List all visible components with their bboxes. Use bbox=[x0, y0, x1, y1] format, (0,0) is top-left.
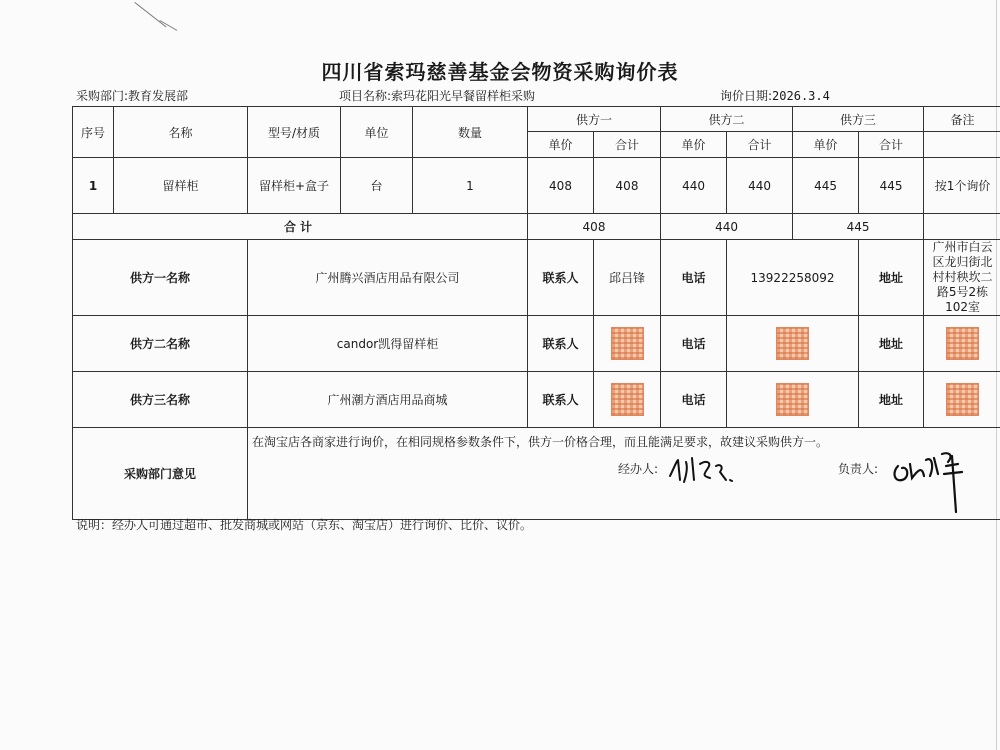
item-s3-price: 445 bbox=[793, 158, 859, 214]
header-qty: 数量 bbox=[413, 107, 528, 158]
page-title: 四川省索玛慈善基金会物资采购询价表 bbox=[321, 60, 679, 84]
header-name: 名称 bbox=[114, 107, 248, 158]
supplier3-contact-label: 联系人 bbox=[528, 372, 594, 428]
header-supplier1: 供方一 bbox=[528, 107, 661, 132]
inquiry-date-label: 询价日期: bbox=[720, 89, 773, 103]
supplier1-phone-label: 电话 bbox=[661, 240, 727, 316]
inquiry-date-value: 2026.3.4 bbox=[772, 89, 830, 103]
opinion-row bbox=[73, 428, 1000, 520]
header-supplier2: 供方二 bbox=[661, 107, 793, 132]
header-s3-total: 合计 bbox=[859, 132, 924, 158]
supplier1-address: 广州市白云区龙归街北村村秧坎二路5号2栋102室 bbox=[924, 240, 1000, 316]
header-model: 型号/材质 bbox=[248, 107, 341, 158]
redacted-qr-icon bbox=[776, 383, 809, 416]
responsible-label: 负责人: bbox=[838, 462, 879, 476]
inquiry-table bbox=[72, 106, 1000, 520]
table-row bbox=[73, 158, 1000, 214]
header-remark: 备注 bbox=[924, 107, 1000, 132]
purchase-dept: 采购部门:教育发展部 bbox=[76, 89, 189, 103]
item-model: 留样柜+盒子 bbox=[248, 158, 341, 214]
item-qty: 1 bbox=[413, 158, 528, 214]
supplier3-addr-cell bbox=[924, 372, 1000, 428]
item-seq: 1 bbox=[73, 158, 114, 214]
total-remark-blank bbox=[924, 214, 1000, 240]
total-s2: 440 bbox=[661, 214, 793, 240]
header-unit: 单位 bbox=[341, 107, 413, 158]
header-s3-price: 单价 bbox=[793, 132, 859, 158]
header-s1-total: 合计 bbox=[594, 132, 661, 158]
header-s2-total: 合计 bbox=[727, 132, 793, 158]
supplier3-addr-label: 地址 bbox=[859, 372, 924, 428]
scan-mark bbox=[160, 20, 178, 31]
redacted-qr-icon bbox=[611, 383, 644, 416]
supplier2-label: 供方二名称 bbox=[73, 316, 248, 372]
supplier2-addr-cell bbox=[924, 316, 1000, 372]
scan-mark bbox=[134, 2, 166, 27]
handler-label: 经办人: bbox=[618, 462, 659, 476]
item-unit: 台 bbox=[341, 158, 413, 214]
supplier3-label: 供方三名称 bbox=[73, 372, 248, 428]
item-s3-total: 445 bbox=[859, 158, 924, 214]
item-s1-total: 408 bbox=[594, 158, 661, 214]
header-seq: 序号 bbox=[73, 107, 114, 158]
project-name: 项目名称:索玛花阳光早餐留样柜采购 bbox=[339, 89, 536, 103]
opinion-text: 在淘宝店各商家进行询价，在相同规格参数条件下，供方一价格合理，而且能满足要求，故建议采购供方一。 bbox=[252, 435, 829, 449]
header-remark-blank bbox=[924, 132, 1000, 158]
header-s2-price: 单价 bbox=[661, 132, 727, 158]
supplier3-phone-cell bbox=[727, 372, 859, 428]
total-s1: 408 bbox=[528, 214, 661, 240]
item-s1-price: 408 bbox=[528, 158, 594, 214]
total-row bbox=[73, 214, 1000, 240]
supplier-row bbox=[73, 240, 1000, 316]
supplier3-name: 广州潮方酒店用品商城 bbox=[248, 372, 528, 428]
supplier-row bbox=[73, 372, 1000, 428]
supplier2-phone-label: 电话 bbox=[661, 316, 727, 372]
redacted-qr-icon bbox=[946, 383, 979, 416]
supplier2-addr-label: 地址 bbox=[859, 316, 924, 372]
supplier3-contact-cell bbox=[594, 372, 661, 428]
supplier1-contact: 邱吕锋 bbox=[594, 240, 661, 316]
supplier3-phone-label: 电话 bbox=[661, 372, 727, 428]
inquiry-date bbox=[720, 87, 830, 104]
header-supplier3: 供方三 bbox=[793, 107, 924, 132]
item-name: 留样柜 bbox=[114, 158, 248, 214]
opinion-cell bbox=[248, 428, 1000, 520]
total-s3: 445 bbox=[793, 214, 924, 240]
header-s1-price: 单价 bbox=[528, 132, 594, 158]
item-s2-total: 440 bbox=[727, 158, 793, 214]
supplier2-phone-cell bbox=[727, 316, 859, 372]
redacted-qr-icon bbox=[776, 327, 809, 360]
responsible-signature bbox=[888, 436, 978, 516]
total-label: 合计 bbox=[73, 214, 528, 240]
opinion-label: 采购部门意见 bbox=[73, 428, 248, 520]
supplier1-name: 广州腾兴酒店用品有限公司 bbox=[248, 240, 528, 316]
footnote: 说明：经办人可通过超市、批发商城或网站（京东、淘宝店）进行询价、比价、议价。 bbox=[76, 518, 533, 532]
supplier2-name: candor凯得留样柜 bbox=[248, 316, 528, 372]
redacted-qr-icon bbox=[611, 327, 644, 360]
handler-signature bbox=[666, 450, 746, 486]
supplier1-contact-label: 联系人 bbox=[528, 240, 594, 316]
item-remark: 按1个询价 bbox=[924, 158, 1000, 214]
supplier2-contact-cell bbox=[594, 316, 661, 372]
supplier-row bbox=[73, 316, 1000, 372]
supplier1-phone: 13922258092 bbox=[727, 240, 859, 316]
redacted-qr-icon bbox=[946, 327, 979, 360]
supplier1-label: 供方一名称 bbox=[73, 240, 248, 316]
supplier2-contact-label: 联系人 bbox=[528, 316, 594, 372]
item-s2-price: 440 bbox=[661, 158, 727, 214]
supplier1-addr-label: 地址 bbox=[859, 240, 924, 316]
